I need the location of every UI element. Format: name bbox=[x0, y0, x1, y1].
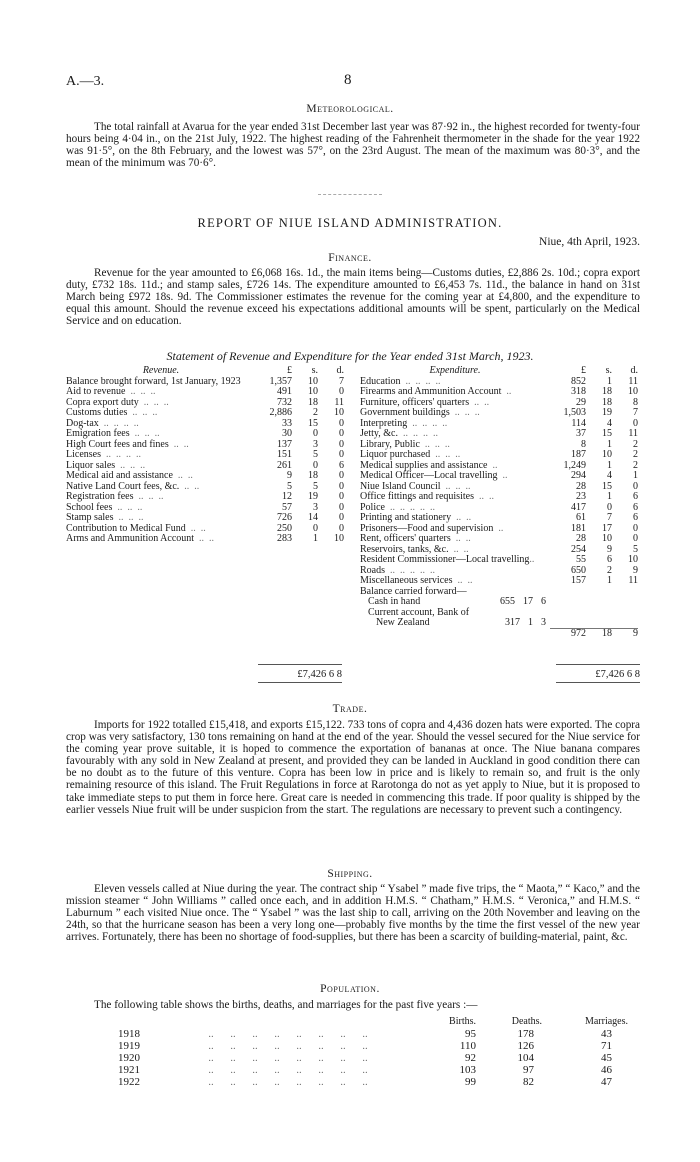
item-label: Furniture, officers' quarters bbox=[360, 396, 470, 408]
marriages-cell: 43 bbox=[601, 1028, 612, 1040]
amount-pence: 0 bbox=[339, 470, 344, 481]
amount-pounds: 417 bbox=[571, 501, 586, 513]
statement-title: Statement of Revenue and Expenditure for the Year ended 31st March, 1923. bbox=[166, 349, 534, 363]
report-place-date: Niue, 4th April, 1923. bbox=[539, 236, 640, 248]
amount-pence: 0 bbox=[339, 417, 344, 429]
deaths-cell: 82 bbox=[523, 1076, 534, 1088]
amount-shillings: 1 bbox=[607, 575, 612, 586]
revenue-total: £7,426 6 8 bbox=[297, 669, 342, 680]
amount-pounds: 318 bbox=[571, 386, 586, 397]
amount-shillings: 18 bbox=[602, 396, 612, 408]
amount-pounds: 23 bbox=[576, 491, 586, 502]
item-label: Medical Officer—Local travelling bbox=[360, 470, 498, 481]
cash-amount-part: 655 bbox=[500, 596, 515, 607]
amount-shillings: 15 bbox=[602, 480, 612, 492]
item-label: Rent, officers' quarters bbox=[360, 533, 451, 544]
cash-in-hand-row bbox=[360, 597, 550, 608]
population-table bbox=[118, 1016, 632, 1088]
amount-pence: 11 bbox=[334, 396, 344, 408]
amount-pence: 0 bbox=[633, 480, 638, 492]
item-label: Reservoirs, tanks, &c. bbox=[360, 543, 449, 555]
amount-shillings: 0 bbox=[607, 501, 612, 513]
item-label: Police bbox=[360, 501, 385, 513]
revenue-total-rule bbox=[258, 664, 342, 665]
cash-amount-part: 17 bbox=[523, 596, 533, 607]
amount-pounds: 726 bbox=[277, 512, 292, 523]
amount-pence: 9 bbox=[633, 564, 638, 576]
year-cell: 1918 bbox=[118, 1028, 140, 1040]
leader-dots: .. .. .. bbox=[133, 491, 164, 502]
amount-shillings: 15 bbox=[602, 428, 612, 439]
item-label: Emigration fees bbox=[66, 428, 130, 439]
deaths-cell: 97 bbox=[523, 1064, 534, 1076]
item-label: Miscellaneous services bbox=[360, 575, 453, 586]
births-cell: 103 bbox=[459, 1064, 476, 1076]
amount-pence: 0 bbox=[339, 449, 344, 460]
report-title: REPORT OF NIUE ISLAND ADMINISTRATION. bbox=[197, 216, 503, 230]
section-divider bbox=[318, 194, 382, 195]
col-shillings: s. bbox=[605, 365, 612, 376]
amount-shillings: 6 bbox=[607, 554, 612, 565]
finance-heading: Finance. bbox=[328, 252, 372, 264]
amount-pounds: 1,357 bbox=[269, 375, 292, 387]
expenditure-total-rule bbox=[556, 664, 640, 665]
marriages-cell: 47 bbox=[601, 1076, 612, 1088]
nz-amount-part: 317 bbox=[505, 617, 520, 628]
leader-dots: .. .. .. .. .. .. .. .. bbox=[208, 1076, 368, 1088]
item-label: Aid to revenue bbox=[66, 386, 126, 397]
row-label bbox=[360, 576, 550, 587]
amount-pounds: 852 bbox=[571, 375, 586, 387]
amount-pounds: 5 bbox=[287, 480, 292, 492]
amount-pounds: 250 bbox=[277, 522, 292, 534]
nz-amount-part: 3 bbox=[541, 617, 546, 628]
cell bbox=[586, 608, 612, 619]
amount-pence: 10 bbox=[628, 554, 638, 565]
shipping-heading: Shipping. bbox=[327, 868, 373, 880]
meteorological-heading: Meteorological. bbox=[306, 103, 394, 115]
amount-pounds: 114 bbox=[571, 417, 586, 429]
amount-shillings: 1 bbox=[607, 375, 612, 387]
amount-pounds: 283 bbox=[277, 533, 292, 544]
cell bbox=[550, 608, 586, 619]
amount-shillings: 1 bbox=[607, 438, 612, 450]
year-cell: 1922 bbox=[118, 1076, 140, 1088]
item-label: Liquor purchased bbox=[360, 449, 431, 460]
cash-in-hand-label: Cash in hand bbox=[368, 596, 421, 607]
item-label: Liquor sales bbox=[66, 459, 116, 471]
amount-shillings: 1 bbox=[607, 491, 612, 502]
col-pence: d. bbox=[630, 365, 638, 376]
amount-pounds: 732 bbox=[277, 396, 292, 408]
year-cell: 1919 bbox=[118, 1040, 140, 1052]
amount-pence: 0 bbox=[339, 428, 344, 439]
amount-pounds: 2,886 bbox=[269, 407, 292, 418]
table-row bbox=[360, 576, 638, 587]
amount-pence: 7 bbox=[339, 375, 344, 387]
amount-pounds: 37 bbox=[576, 428, 586, 439]
amount-shillings: 3 bbox=[313, 501, 318, 513]
leader-dots: .. .. bbox=[168, 438, 189, 450]
leader-dots: .. .. .. .. .. bbox=[385, 501, 435, 513]
year-cell: 1921 bbox=[118, 1064, 140, 1076]
amount-pounds: 650 bbox=[571, 564, 586, 576]
amount-shillings: 19 bbox=[308, 491, 318, 502]
amount-pence: 10 bbox=[334, 533, 344, 544]
leader-dots: .. .. bbox=[452, 575, 473, 586]
leader-dots: .. .. .. .. .. .. .. .. bbox=[208, 1052, 368, 1064]
expenditure-heading: Expenditure. bbox=[429, 365, 481, 376]
amount-shillings: 1 bbox=[607, 459, 612, 471]
amount-shillings: 18 bbox=[308, 396, 318, 408]
item-label: Licenses bbox=[66, 449, 101, 460]
amount-shillings: 1 bbox=[313, 533, 318, 544]
amount-pounds: 1,249 bbox=[563, 459, 586, 471]
item-label: Education bbox=[360, 375, 401, 387]
table-row bbox=[118, 1076, 632, 1088]
amount-pounds: 28 bbox=[576, 533, 586, 544]
item-label: Copra export duty bbox=[66, 396, 139, 408]
amount-pence: 2 bbox=[633, 438, 638, 450]
amount-pounds: 12 bbox=[282, 491, 292, 502]
amount-shillings: 10 bbox=[308, 375, 318, 387]
item-label: Prisoners—Food and supervision bbox=[360, 522, 494, 534]
item-label: Niue Island Council bbox=[360, 480, 441, 492]
document-reference: A.—3. bbox=[66, 74, 105, 89]
cell bbox=[612, 587, 638, 598]
cell bbox=[586, 587, 612, 598]
deaths-cell: 126 bbox=[517, 1040, 534, 1052]
amount-shillings: 5 bbox=[313, 449, 318, 460]
amount-shillings: 3 bbox=[313, 438, 318, 450]
amount-shillings: 4 bbox=[607, 470, 612, 481]
amount-shillings: 7 bbox=[607, 512, 612, 523]
leader-dots: .. .. .. .. bbox=[400, 375, 441, 387]
leader-dots: .. .. .. bbox=[449, 407, 480, 418]
amount-shillings: 0 bbox=[313, 428, 318, 439]
amount-pence: 6 bbox=[633, 512, 638, 523]
amount-pounds: 30 bbox=[282, 428, 292, 439]
item-label: Registration fees bbox=[66, 491, 134, 502]
cell bbox=[612, 608, 638, 619]
item-label: Contribution to Medical Fund bbox=[66, 522, 186, 534]
amount-shillings: 17 bbox=[602, 522, 612, 534]
row-label bbox=[66, 534, 256, 545]
leader-dots: .. .. .. bbox=[419, 438, 450, 450]
amount-pence: 2 bbox=[633, 449, 638, 460]
amount-pence: 0 bbox=[339, 522, 344, 534]
balance-total-pounds: 972 bbox=[550, 629, 586, 640]
amount-pounds: 28 bbox=[576, 480, 586, 492]
amount-pence: 0 bbox=[339, 501, 344, 513]
amount-pence: 10 bbox=[628, 386, 638, 397]
amount-shillings: 19 bbox=[602, 407, 612, 418]
amount-shillings: 0 bbox=[313, 522, 318, 534]
amount-pence: 0 bbox=[339, 512, 344, 523]
revenue-table bbox=[66, 366, 344, 545]
amount-shillings: 10 bbox=[602, 449, 612, 460]
amount-shillings: 0 bbox=[313, 459, 318, 471]
births-cell: 92 bbox=[465, 1052, 476, 1064]
amount-pence: 2 bbox=[633, 459, 638, 471]
amount-pence: 0 bbox=[339, 386, 344, 397]
amount-pence: 11 bbox=[628, 375, 638, 387]
amount-pence: 11 bbox=[628, 575, 638, 586]
balance-total-shillings: 18 bbox=[586, 629, 612, 640]
leader-dots: .. .. .. bbox=[138, 396, 169, 408]
amount-pence: 0 bbox=[339, 491, 344, 502]
amount-pence: 11 bbox=[628, 428, 638, 439]
leader-dots: .. bbox=[501, 386, 512, 397]
amount-pence: 5 bbox=[633, 543, 638, 555]
population-heading: Population. bbox=[320, 983, 380, 995]
amount-pounds: 29 bbox=[576, 396, 586, 408]
amount-pounds: 55 bbox=[576, 554, 586, 565]
meteorological-paragraph: The total rainfall at Avarua for the year ended 31st December last year was 87·92 in., the highest recorded for twenty-four hours being 4·04 in., on the 21st July, 1922. The highest reading of the Fahrenheit thermometer in the shade for the year 1922 was 91·5°, on the 8th February, and the lowest was 57°, on the 23rd August. The mean of the maximum was 80·3°, and the mean of the minimum was 70·6°. bbox=[66, 121, 640, 170]
amount-pounds: 491 bbox=[277, 386, 292, 397]
item-label: Office fittings and requisites bbox=[360, 491, 474, 502]
births-cell: 95 bbox=[465, 1028, 476, 1040]
amount-shillings: 15 bbox=[308, 417, 318, 429]
amount-pounds: 8 bbox=[581, 438, 586, 450]
leader-dots: .. .. bbox=[469, 396, 490, 408]
item-label: Jetty, &c. bbox=[360, 428, 398, 439]
col-pounds: £ bbox=[287, 365, 292, 376]
amount-pence: 1 bbox=[633, 470, 638, 481]
deaths-cell: 178 bbox=[517, 1028, 534, 1040]
item-label: Interpreting bbox=[360, 417, 408, 429]
leader-dots: .. .. .. bbox=[115, 459, 146, 471]
current-account-label: Current account, Bank of bbox=[368, 606, 470, 618]
leader-dots: .. .. .. bbox=[112, 501, 143, 513]
amount-shillings: 4 bbox=[607, 417, 612, 429]
table-row bbox=[118, 1052, 632, 1064]
leader-dots: .. .. bbox=[172, 470, 193, 481]
leader-dots: .. .. .. .. bbox=[101, 449, 141, 460]
new-zealand-label: New Zealand bbox=[376, 617, 430, 628]
leader-dots: .. .. bbox=[450, 533, 471, 544]
amount-shillings: 2 bbox=[607, 564, 612, 576]
marriages-cell: 71 bbox=[601, 1040, 612, 1052]
leader-dots: .. bbox=[529, 554, 535, 565]
leader-dots: .. .. .. bbox=[440, 480, 471, 492]
expenditure-total-underline bbox=[556, 682, 640, 683]
leader-dots: .. .. bbox=[185, 522, 206, 534]
table-row bbox=[118, 1028, 632, 1040]
marriages-cell: 46 bbox=[601, 1064, 612, 1076]
item-label: High Court fees and fines bbox=[66, 438, 169, 450]
year-cell: 1920 bbox=[118, 1052, 140, 1064]
births-cell: 110 bbox=[459, 1040, 476, 1052]
item-label: Government buildings bbox=[360, 407, 450, 418]
amount-pence: 0 bbox=[339, 438, 344, 450]
births-cell: 99 bbox=[465, 1076, 476, 1088]
amount-pounds: 261 bbox=[277, 459, 292, 471]
item-label: Arms and Ammunition Account bbox=[66, 533, 195, 544]
amount-pounds: 61 bbox=[576, 512, 586, 523]
col-shillings: s. bbox=[311, 365, 318, 376]
amount-pounds: 57 bbox=[282, 501, 292, 513]
table-row bbox=[118, 1040, 632, 1052]
amount-pence: 0 bbox=[633, 417, 638, 429]
amount-shillings: 2 bbox=[313, 407, 318, 418]
leader-dots: .. .. bbox=[451, 512, 472, 523]
leader-dots: .. .. bbox=[448, 543, 469, 555]
leader-dots: .. bbox=[487, 459, 498, 471]
balance-label: Balance carried forward— bbox=[360, 585, 467, 597]
table-row bbox=[360, 597, 638, 608]
amount-pence: 7 bbox=[633, 407, 638, 418]
amount-pence: 0 bbox=[339, 480, 344, 492]
amount-pence: 10 bbox=[334, 407, 344, 418]
revenue-total-underline bbox=[258, 682, 342, 683]
expenditure-total: £7,426 6 8 bbox=[595, 669, 640, 680]
table-row bbox=[118, 1064, 632, 1076]
amount-pounds: 294 bbox=[571, 470, 586, 481]
new-zealand-row bbox=[360, 618, 550, 629]
amount-pence: 6 bbox=[633, 501, 638, 513]
finance-paragraph: Revenue for the year amounted to £6,068 16s. 1d., the main items being—Customs duties, £2,886 2s. 10d.; copra export duty, £732 18s. 11d.; and stamp sales, £726 14s. The expenditure amounted to £6,453 7s. 11d., the balance in hand on 31st March being £972 18s. 9d. The Commissioner estimates the revenue for the coming year at £4,800, and the expenditure to equal this amount. Should the revenue exceed his expectations additional amounts will be spent, particularly on the Medical Service and on education. bbox=[66, 267, 640, 328]
leader-dots: .. .. .. .. .. .. .. .. bbox=[208, 1028, 368, 1040]
page-number: 8 bbox=[344, 72, 352, 88]
cash-amount-part: 6 bbox=[541, 596, 546, 607]
leader-dots: .. .. .. .. .. .. .. .. bbox=[208, 1064, 368, 1076]
leader-dots: .. .. .. bbox=[127, 407, 158, 418]
leader-dots: .. .. .. .. bbox=[407, 417, 448, 429]
item-label: Customs duties bbox=[66, 407, 128, 418]
amount-shillings: 10 bbox=[308, 386, 318, 397]
amount-pounds: 9 bbox=[287, 470, 292, 481]
table-row bbox=[360, 618, 638, 629]
deaths-cell: 104 bbox=[517, 1052, 534, 1064]
leader-dots: .. .. .. .. .. bbox=[385, 564, 435, 576]
amount-shillings: 14 bbox=[308, 512, 318, 523]
amount-pounds: 137 bbox=[277, 438, 292, 450]
item-label: Medical aid and assistance bbox=[66, 470, 173, 481]
revenue-heading: Revenue. bbox=[142, 365, 180, 376]
leader-dots: .. .. .. bbox=[113, 512, 144, 523]
balance-total-pence: 9 bbox=[612, 629, 638, 640]
col-pence: d. bbox=[336, 365, 344, 376]
trade-paragraph: Imports for 1922 totalled £15,418, and exports £15,122. 733 tons of copra and 4,436 dozen hats were exported. The copra crop was very satisfactory, 130 tons remaining on hand at the end of the year. Should the vessel secured for the Niue service for the coming year prove suitable, it is hoped to commence the exportation of bananas at once. The Niue banana compares favourably with any sold in New Zealand at present, and provided they can be landed in Auckland in good condition there can be no doubt as to the future of this venture. Copra has been low in price and is likely to remain so, and fruit is the only remaining resource of this island. The Fruit Regulations in force at Rarotonga do not as yet apply to Niue, but it is proposed to take immediate steps to put them in force here. Great care is needed in commencing this trade. If poor quality is shipped by the earlier vessels Niue fruit will be under suspicion from the start. The regulations are necessary to prevent such a contingency. bbox=[66, 719, 640, 816]
item-label: Balance brought forward, 1st January, 1923 bbox=[66, 375, 241, 387]
amount-pounds: 187 bbox=[571, 449, 586, 460]
cell bbox=[550, 587, 586, 598]
leader-dots: .. .. bbox=[194, 533, 215, 544]
leader-dots: .. .. .. bbox=[430, 449, 461, 460]
amount-shillings: 10 bbox=[602, 533, 612, 544]
col-marriages: Marriages. bbox=[584, 1016, 628, 1027]
amount-shillings: 18 bbox=[308, 470, 318, 481]
cell bbox=[360, 629, 550, 640]
amount-shillings: 9 bbox=[607, 543, 612, 555]
leader-dots: .. .. bbox=[473, 491, 494, 502]
leader-dots: .. .. .. .. bbox=[397, 428, 438, 439]
col-deaths: Deaths. bbox=[511, 1016, 542, 1027]
leader-dots: .. .. .. bbox=[129, 428, 160, 439]
nz-amount-part: 1 bbox=[528, 617, 533, 628]
item-label: Stamp sales bbox=[66, 512, 114, 523]
item-label: Medical supplies and assistance bbox=[360, 459, 488, 471]
amount-pence: 0 bbox=[633, 533, 638, 544]
amount-pence: 8 bbox=[633, 396, 638, 408]
col-pounds: £ bbox=[581, 365, 586, 376]
trade-heading: Trade. bbox=[332, 703, 368, 715]
amount-pounds: 157 bbox=[571, 575, 586, 586]
amount-shillings: 5 bbox=[313, 480, 318, 492]
item-label: Resident Commissioner—Local travelling bbox=[360, 554, 530, 565]
amount-pence: 6 bbox=[339, 459, 344, 471]
item-label: Printing and stationery bbox=[360, 512, 452, 523]
leader-dots: .. .. .. .. .. .. .. .. bbox=[208, 1040, 368, 1052]
expenditure-table bbox=[360, 366, 638, 640]
shipping-paragraph: Eleven vessels called at Niue during the year. The contract ship “ Ysabel ” made five trips, the “ Maota,” “ Kaco,” and the mission steamer “ John Williams ” called once each, and in addition H.M.S. “ Chatham,” H.M.S. “ Veronica,” and H.M.S. “ Laburnum ” each visited Niue once. The “ Ysabel ” was the last ship to call, arriving on the 20th November and leaving on the 24th, so that the hurricane season has been a very long one—probably five months by the time the first vessel of the new year arrives. Fortunately, there has been no shortage of food-supplies, but there has been a scarcity of building-material, paint, &c. bbox=[66, 883, 640, 944]
leader-dots: .. bbox=[493, 522, 504, 534]
amount-shillings: 18 bbox=[602, 386, 612, 397]
marriages-cell: 45 bbox=[601, 1052, 612, 1064]
table-row bbox=[66, 534, 344, 545]
amount-pounds: 151 bbox=[277, 449, 292, 460]
leader-dots: .. .. .. bbox=[125, 386, 156, 397]
item-label: Firearms and Ammunition Account bbox=[360, 386, 502, 397]
item-label: Dog-tax bbox=[66, 417, 99, 429]
leader-dots: .. .. bbox=[179, 480, 200, 492]
table-row bbox=[360, 629, 638, 640]
item-label: Library, Public bbox=[360, 438, 420, 450]
item-label: Roads bbox=[360, 564, 385, 576]
item-label: Native Land Court fees, &c. bbox=[66, 480, 180, 492]
amount-pence: 0 bbox=[633, 522, 638, 534]
amount-pounds: 33 bbox=[282, 417, 292, 429]
population-intro: The following table shows the births, deaths, and marriages for the past five years :— bbox=[94, 999, 478, 1011]
amount-pounds: 181 bbox=[571, 522, 586, 534]
amount-pounds: 1,503 bbox=[563, 407, 586, 418]
col-births: Births. bbox=[449, 1016, 476, 1027]
leader-dots: .. .. .. .. bbox=[98, 417, 139, 429]
amount-pence: 6 bbox=[633, 491, 638, 502]
amount-pounds: 254 bbox=[571, 543, 586, 555]
item-label: School fees bbox=[66, 501, 113, 513]
leader-dots: .. bbox=[497, 470, 508, 481]
